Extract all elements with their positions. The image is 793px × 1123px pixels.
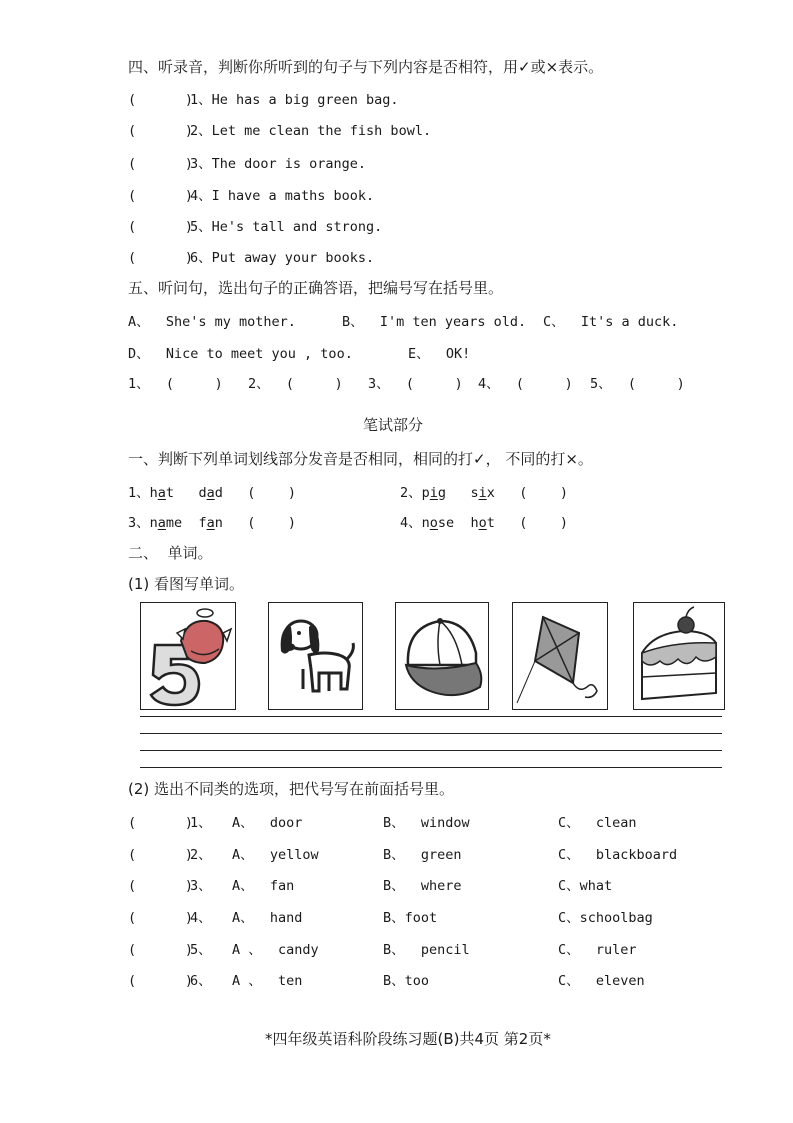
writing-line-2[interactable] bbox=[140, 733, 722, 734]
listening-item-3 bbox=[128, 152, 366, 172]
q-num: 2、 bbox=[190, 847, 212, 863]
word-pig: pig bbox=[421, 485, 447, 501]
answer-paren[interactable]: ( ) bbox=[128, 942, 194, 958]
q-num: 1、 bbox=[190, 815, 212, 831]
kite-icon bbox=[513, 603, 607, 709]
item-text: 5、He's tall and strong. bbox=[190, 219, 383, 235]
odd-one-out-row-5 bbox=[128, 938, 212, 958]
writing-line-3[interactable] bbox=[140, 750, 722, 751]
phonics-q4 bbox=[400, 511, 568, 531]
answer-slot-4[interactable]: 4、 ( ) bbox=[478, 376, 573, 392]
answer-slot-1[interactable]: 1、 ( ) bbox=[128, 376, 223, 392]
option-b: B、 green bbox=[383, 847, 462, 863]
option-a: A、 She's my mother. bbox=[128, 314, 296, 330]
answer-paren[interactable]: ( ) bbox=[128, 188, 194, 204]
listening-item-5 bbox=[128, 215, 382, 235]
word-hot: hot bbox=[470, 515, 495, 531]
writing-line-1[interactable] bbox=[140, 716, 722, 717]
answer-slot-5[interactable]: 5、 ( ) bbox=[590, 376, 685, 392]
option-a: A、 hand bbox=[232, 910, 303, 926]
option-c: C、what bbox=[558, 878, 613, 894]
picture-2 bbox=[268, 602, 363, 710]
phonics-q2 bbox=[400, 481, 568, 501]
word-fan: fan bbox=[198, 515, 223, 531]
listening-item-4 bbox=[128, 184, 374, 204]
item-text: 1、He has a big green bag. bbox=[190, 92, 399, 108]
odd-one-out-row-2 bbox=[128, 843, 212, 863]
answer-paren[interactable]: ( ) bbox=[128, 910, 194, 926]
answer-paren[interactable]: ( ) bbox=[128, 847, 194, 863]
writing-line-4[interactable] bbox=[140, 767, 722, 768]
listening-item-1 bbox=[128, 88, 399, 108]
word-name: name bbox=[149, 515, 183, 531]
picture-1 bbox=[140, 602, 236, 710]
option-b: B、foot bbox=[383, 910, 438, 926]
option-b: B、too bbox=[383, 973, 430, 989]
option-c: C、schoolbag bbox=[558, 910, 653, 926]
answer-paren[interactable]: ( ) bbox=[128, 973, 194, 989]
section4-title: 四、听录音，判断你所听到的句子与下列内容是否相符，用✓或×表示。 bbox=[128, 58, 604, 76]
q-num: 6、 bbox=[190, 973, 212, 989]
answer-slot-3[interactable]: 3、 ( ) bbox=[368, 376, 463, 392]
answer-paren[interactable]: ( ) bbox=[128, 250, 194, 266]
odd-one-out-row-3 bbox=[128, 874, 212, 894]
option-b: B、 window bbox=[383, 815, 470, 831]
option-c: C、 It's a duck. bbox=[543, 314, 679, 330]
option-a: A、 fan bbox=[232, 878, 295, 894]
phonics-q3 bbox=[128, 511, 296, 531]
answer-paren[interactable]: ( ) bbox=[128, 815, 194, 831]
option-d: D、 Nice to meet you , too. bbox=[128, 346, 353, 362]
item-text: 2、Let me clean the fish bowl. bbox=[190, 123, 432, 139]
option-a: A、 yellow bbox=[232, 847, 319, 863]
q-num: 3、 bbox=[190, 878, 212, 894]
option-b: B、 pencil bbox=[383, 942, 470, 958]
dog-icon bbox=[269, 603, 362, 709]
answer-paren[interactable]: ( ) bbox=[128, 92, 194, 108]
option-c: C、 clean bbox=[558, 815, 637, 831]
option-a: A 、 candy bbox=[232, 942, 319, 958]
written-section1-title: 一、判断下列单词划线部分发音是否相同，相同的打✓， 不同的打×。 bbox=[128, 450, 593, 468]
option-b: B、 where bbox=[383, 878, 462, 894]
phonics-q1 bbox=[128, 481, 296, 501]
listening-item-2 bbox=[128, 119, 431, 139]
q-num: 4、 bbox=[400, 515, 422, 531]
option-a: A 、 ten bbox=[232, 973, 303, 989]
item-text: 6、Put away your books. bbox=[190, 250, 375, 266]
written-section2-title: 二、 单词。 bbox=[128, 544, 213, 562]
option-c: C、 blackboard bbox=[558, 847, 678, 863]
listening-item-6 bbox=[128, 246, 374, 266]
option-b: B、 I'm ten years old. bbox=[342, 314, 527, 330]
picture-3 bbox=[395, 602, 489, 710]
picture-5 bbox=[633, 602, 725, 710]
q-num: 1、 bbox=[128, 485, 150, 501]
option-c: C、 ruler bbox=[558, 942, 637, 958]
odd-one-out-row-1 bbox=[128, 811, 212, 831]
part2-title: (2) 选出不同类的选项，把代号写在前面括号里。 bbox=[128, 780, 455, 798]
picture-4 bbox=[512, 602, 608, 710]
answer-paren[interactable]: ( ) bbox=[519, 485, 569, 501]
answer-paren[interactable]: ( ) bbox=[128, 123, 194, 139]
answer-paren[interactable]: ( ) bbox=[247, 515, 297, 531]
q-num: 3、 bbox=[128, 515, 150, 531]
answer-paren[interactable]: ( ) bbox=[247, 485, 297, 501]
written-heading: 笔试部分 bbox=[363, 416, 424, 434]
page-footer: *四年级英语科阶段练习题(B)共4页 第2页* bbox=[265, 1030, 551, 1048]
word-nose: nose bbox=[421, 515, 455, 531]
answer-slot-2[interactable]: 2、 ( ) bbox=[248, 376, 343, 392]
answer-paren[interactable]: ( ) bbox=[128, 219, 194, 235]
q-num: 4、 bbox=[190, 910, 212, 926]
odd-one-out-row-6 bbox=[128, 969, 212, 989]
q-num: 2、 bbox=[400, 485, 422, 501]
option-e: E、 OK! bbox=[408, 346, 471, 362]
option-a: A、 door bbox=[232, 815, 303, 831]
section5-title: 五、听问句，选出句子的正确答语，把编号写在括号里。 bbox=[128, 279, 504, 297]
part1-title: (1) 看图写单词。 bbox=[128, 575, 245, 593]
cap-icon bbox=[396, 603, 488, 709]
item-text: 3、The door is orange. bbox=[190, 156, 367, 172]
option-c: C、 eleven bbox=[558, 973, 645, 989]
word-hat: hat bbox=[149, 485, 175, 501]
q-num: 5、 bbox=[190, 942, 212, 958]
word-dad: dad bbox=[198, 485, 223, 501]
cake-icon bbox=[634, 603, 724, 709]
item-text: 4、I have a maths book. bbox=[190, 188, 375, 204]
odd-one-out-row-4 bbox=[128, 906, 212, 926]
answer-paren[interactable]: ( ) bbox=[519, 515, 569, 531]
answer-paren[interactable]: ( ) bbox=[128, 156, 194, 172]
answer-paren[interactable]: ( ) bbox=[128, 878, 194, 894]
word-six: six bbox=[470, 485, 495, 501]
number-five-icon bbox=[141, 603, 235, 709]
